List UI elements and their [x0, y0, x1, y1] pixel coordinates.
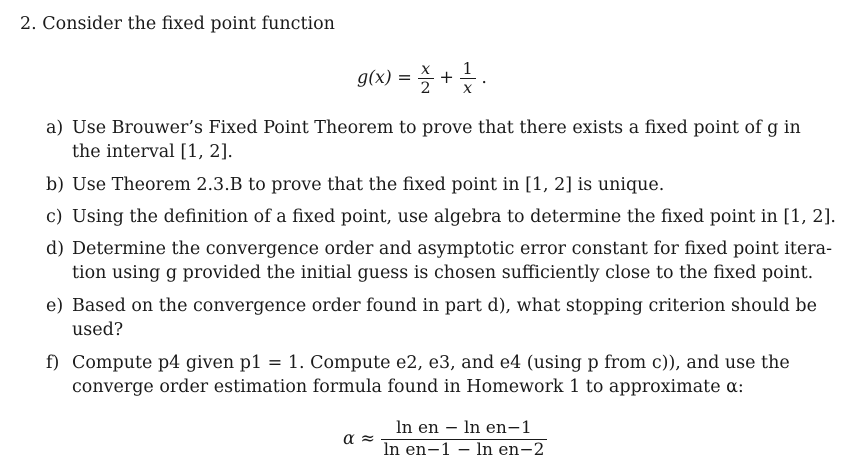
part-text-line: Use Brouwer’s Fixed Point Theorem to prove that there exists a fixed point of g in [72, 118, 801, 138]
part-label: a) [46, 118, 64, 138]
part-label: c) [46, 207, 63, 227]
fraction-x-over-2 [418, 60, 434, 97]
part-e [46, 294, 836, 342]
part-label: e) [46, 296, 64, 316]
part-text-line: Compute p4 given p1 = 1. Compute e2, e3, and e4 (using p from c)), and use the [72, 353, 790, 373]
alpha-denominator: ln en−1 − ln en−2 [383, 440, 545, 460]
alpha-lhs: α ≈ [343, 429, 376, 449]
fraction-numerator: x [418, 60, 434, 79]
part-label: f) [46, 353, 60, 373]
part-text-line: Use Theorem 2.3.B to prove that the fixed point in [1, 2] is unique. [72, 175, 665, 195]
part-d [46, 237, 836, 285]
equation-period: . [481, 68, 487, 88]
part-text-line: Determine the convergence order and asymptotic error constant for fixed point itera- [72, 239, 833, 259]
fraction-numerator: 1 [460, 60, 476, 79]
part-label: b) [46, 175, 65, 195]
problem-header [20, 12, 335, 36]
problem-intro: Consider the fixed point function [42, 14, 335, 34]
part-text-line: used? [72, 320, 124, 340]
g-function-equation [357, 60, 487, 97]
part-c [46, 205, 836, 229]
part-text-line: converge order estimation formula found in Homework 1 to approximate α: [72, 377, 744, 397]
alpha-estimation-formula [343, 418, 547, 461]
part-f [46, 351, 836, 399]
problem-number: 2. [20, 14, 37, 34]
part-text-line: the interval [1, 2]. [72, 142, 233, 162]
part-text-line: Using the definition of a fixed point, use algebra to determine the fixed point in [1, 2]. [72, 207, 836, 227]
fraction-1-over-x [460, 60, 476, 97]
part-b [46, 173, 836, 197]
fraction-denominator: x [463, 78, 473, 97]
part-label: d) [46, 239, 65, 259]
plus-sign: + [439, 68, 454, 88]
part-text-line: Based on the convergence order found in part d), what stopping criterion should be [72, 296, 817, 316]
part-text-line: tion using g provided the initial guess is chosen sufficiently close to the fixed point. [72, 263, 814, 283]
part-a [46, 116, 836, 164]
fraction-denominator: 2 [420, 78, 431, 97]
alpha-numerator: ln en − ln en−1 [381, 418, 548, 440]
alpha-fraction [381, 418, 548, 461]
g-lhs: g(x) = [357, 68, 412, 88]
